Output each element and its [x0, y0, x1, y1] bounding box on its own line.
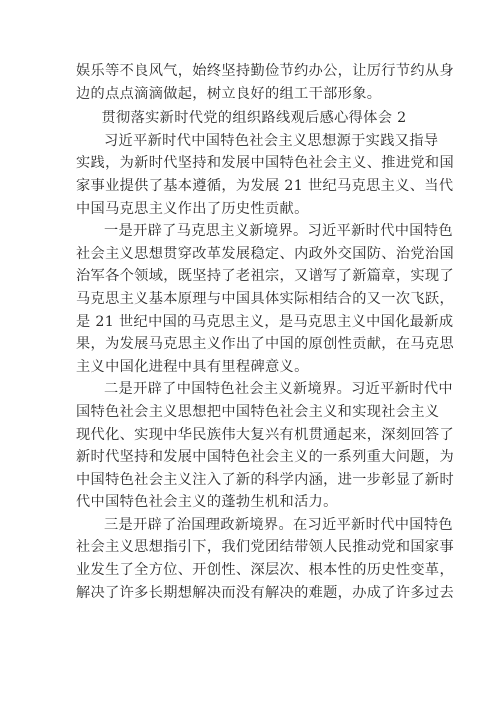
text-line: 马克思主义基本原理与中国具体实际相结合的又一次飞跃， — [76, 290, 454, 307]
text-line: 业发生了全方位、开创性、深层次、根本性的历史性变革， — [76, 562, 454, 579]
text-line: 三是开辟了治国理政新境界。在习近平新时代中国特色 — [104, 516, 453, 533]
text-line: 边的点点滴滴做起，树立良好的组工干部形象。 — [76, 85, 382, 102]
paragraph-continued — [76, 401, 454, 514]
text-line: 中国马克思主义作出了历史性贡献。 — [76, 200, 309, 217]
text-line: 解决了许多长期想解决而没有解决的难题，办成了许多过去 — [76, 584, 454, 601]
paragraph-continued — [76, 536, 454, 604]
text-line: 社会主义思想指引下，我们党团结带领人民推动党和国家事 — [76, 539, 454, 556]
text-line: 现代化、实现中华民族伟大复兴有机贯通起来，深刻回答了 — [76, 426, 454, 443]
paragraph-continued — [76, 243, 454, 379]
text-line: 主义中国化进程中具有里程碑意义。 — [76, 358, 309, 375]
paragraph — [76, 60, 454, 105]
paragraph — [76, 130, 439, 153]
document-page — [76, 60, 454, 604]
text-line: 习近平新时代中国特色社会主义思想源于实践又指导 — [104, 132, 439, 149]
text-line: 是 21 世纪中国的马克思主义，是马克思主义中国化最新成 — [76, 313, 454, 330]
paragraph — [76, 514, 453, 537]
text-line: 新时代坚持和发展中国特色社会主义的一系列重大问题，为 — [76, 449, 454, 466]
paragraph — [76, 220, 453, 243]
text-line: 果，为发展马克思主义作出了中国的原创性贡献，在马克思 — [76, 336, 454, 353]
section-heading — [76, 107, 432, 130]
text-line: 中国特色社会主义注入了新的科学内涵，进一步彰显了新时 — [76, 471, 454, 488]
text-line: 一是开辟了马克思主义新境界。习近平新时代中国特色 — [104, 223, 453, 240]
text-line: 国特色社会主义思想把中国特色社会主义和实现社会主义 — [76, 403, 440, 420]
paragraph-continued — [76, 152, 454, 220]
text-line: 二是开辟了中国特色社会主义新境界。习近平新时代中 — [104, 381, 453, 398]
heading-text: 贯彻落实新时代党的组织路线观后感心得体会 2 — [101, 110, 407, 127]
text-line: 治军各个领域，既坚持了老祖宗，又谱写了新篇章，实现了 — [76, 268, 454, 285]
text-line: 社会主义思想贯穿改革发展稳定、内政外交国防、治党治国 — [76, 245, 454, 262]
text-line: 家事业提供了基本遵循，为发展 21 世纪马克思主义、当代 — [76, 177, 454, 194]
text-line: 代中国特色社会主义的蓬勃生机和活力。 — [76, 494, 338, 511]
paragraph — [76, 378, 453, 401]
text-line: 实践，为新时代坚持和发展中国特色社会主义、推进党和国 — [76, 155, 454, 172]
text-line: 娱乐等不良风气，始终坚持勤俭节约办公，让厉行节约从身 — [76, 63, 454, 79]
